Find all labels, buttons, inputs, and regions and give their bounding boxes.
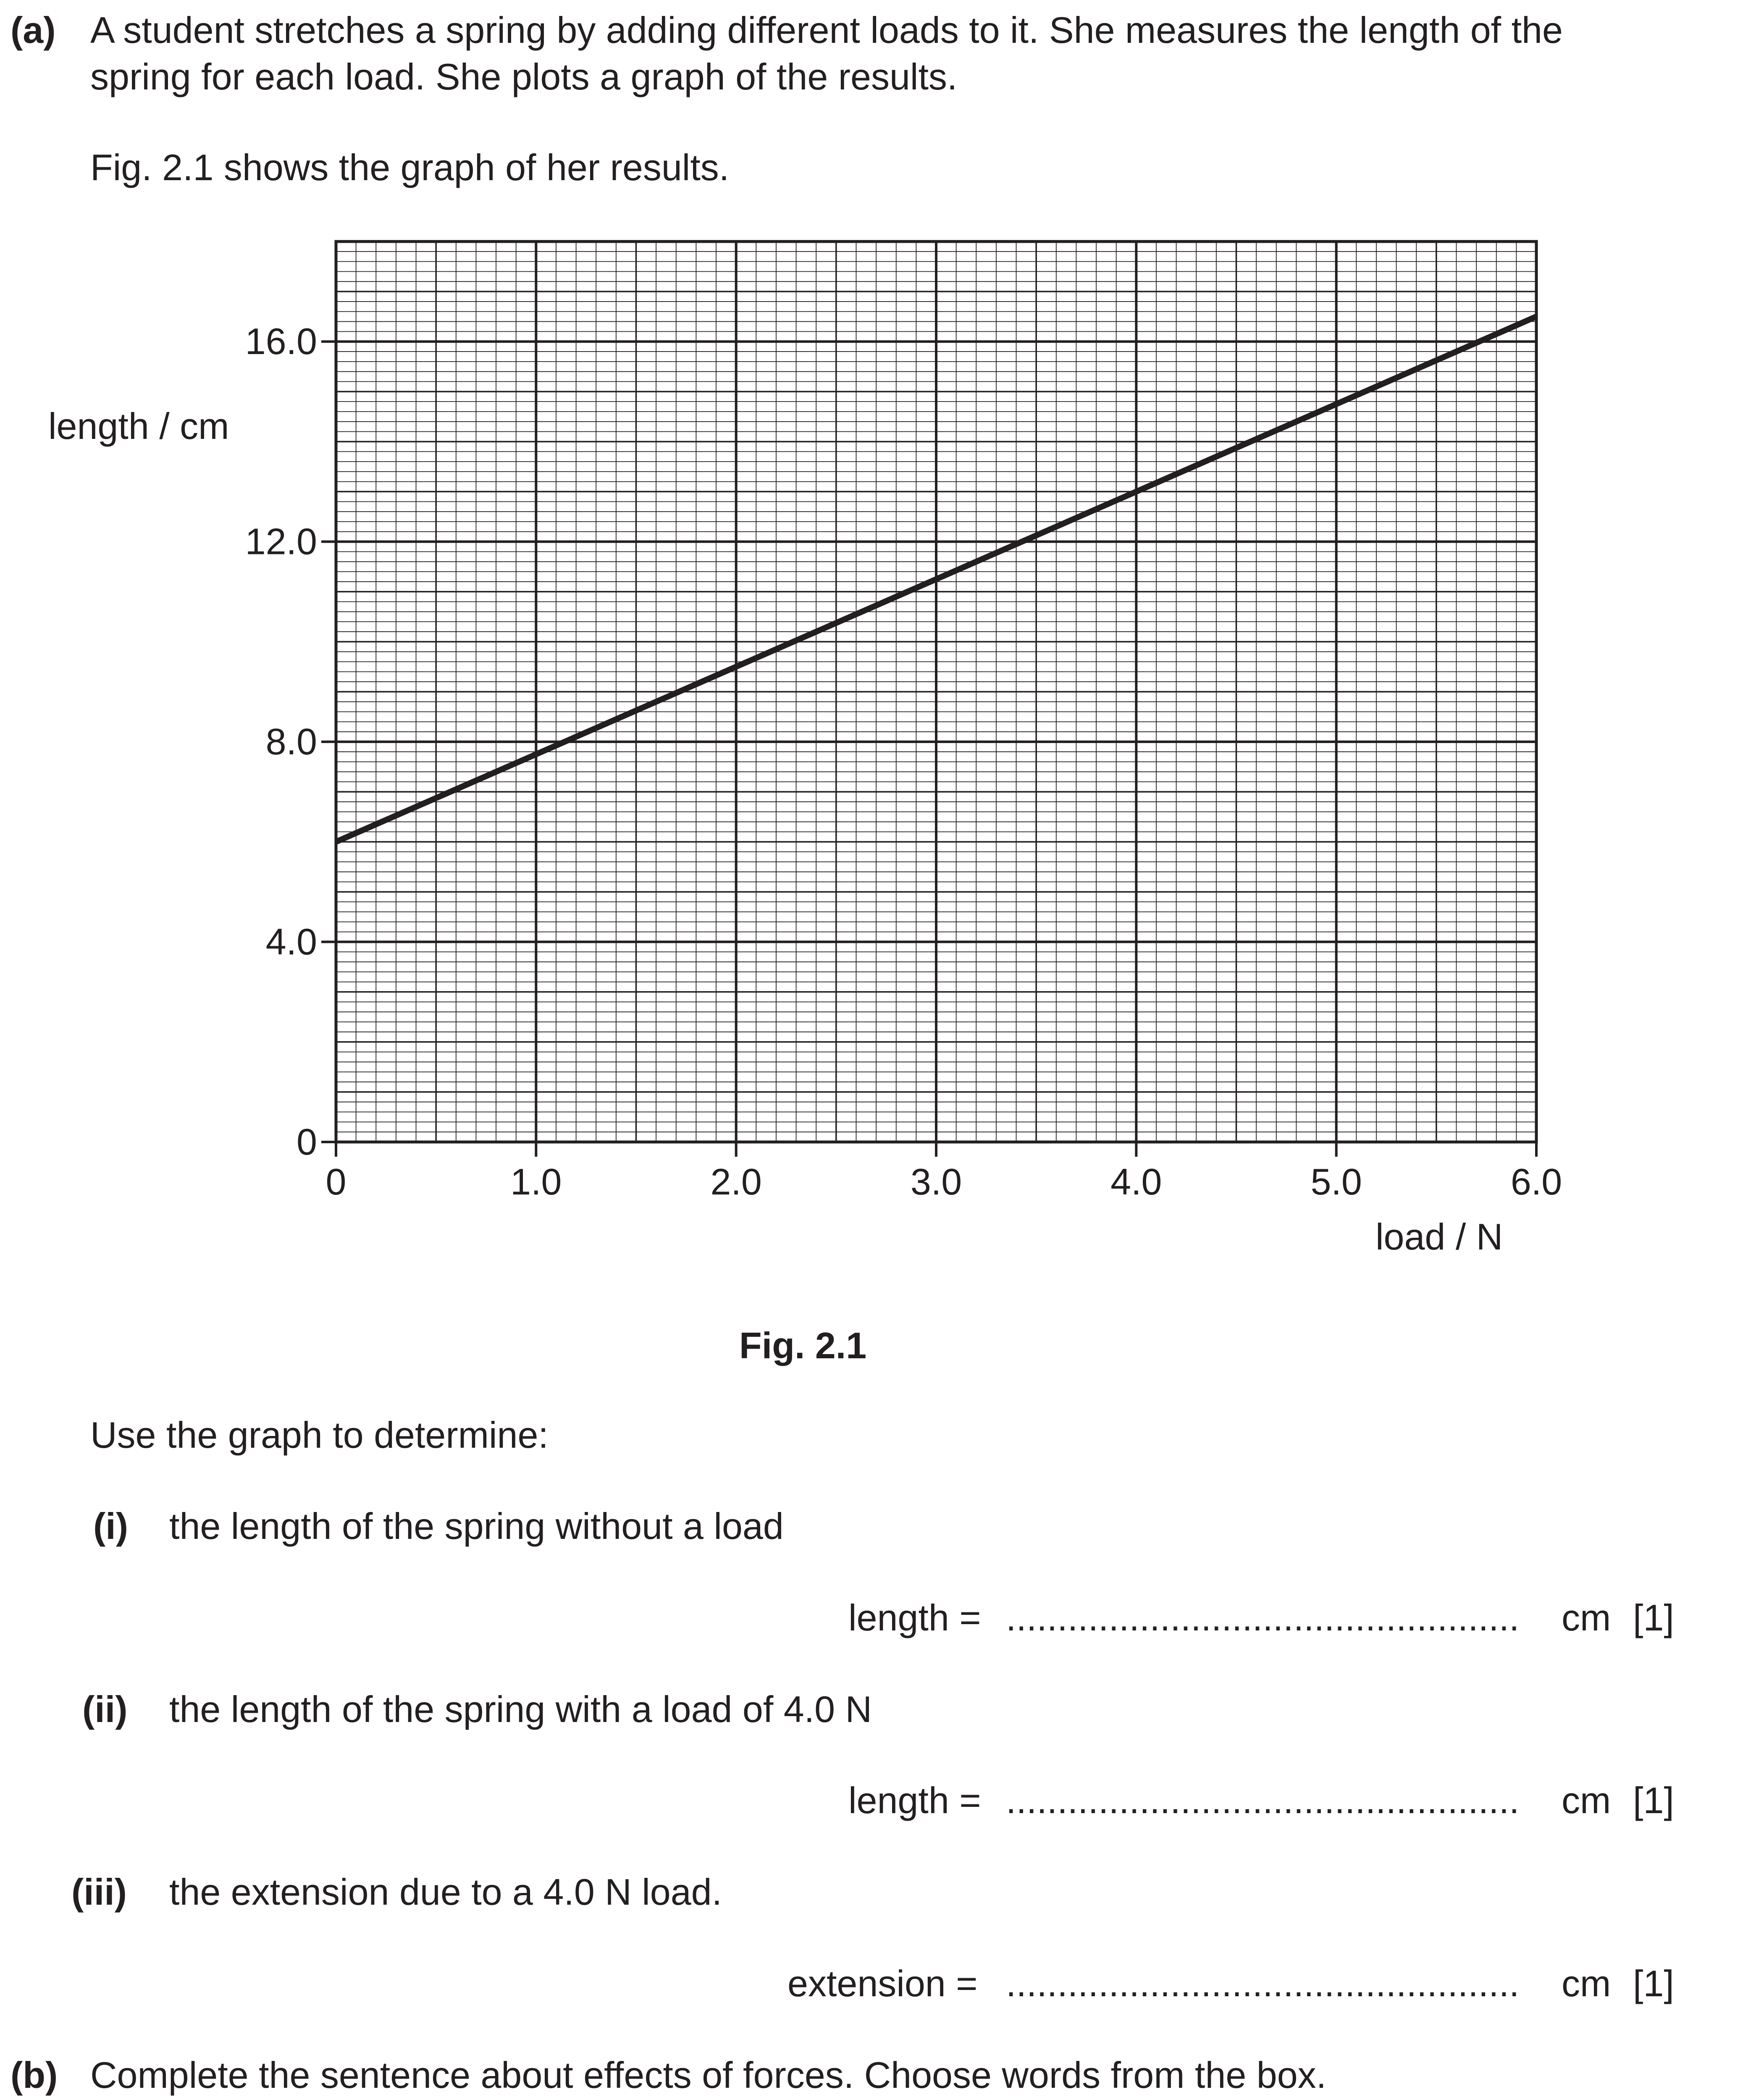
part-a-label: (a) [10,9,56,51]
intro-line-1: A student stretches a spring by adding different loads to it. She measures the length of the [90,9,1563,51]
x-tick-label: 3.0 [910,1161,962,1202]
item-ii-answer-label: length = [848,1780,981,1821]
x-tick-label: 1.0 [510,1161,562,1202]
item-ii-text: the length of the spring with a load of 4.0 N [169,1688,872,1730]
item-ii-unit: cm [1562,1780,1611,1821]
y-tick-label: 16.0 [245,320,317,362]
item-iii-answer-blank[interactable]: .................................................. [1006,1963,1520,2004]
x-tick-label: 0 [326,1161,346,1202]
item-i-answer-blank[interactable]: .................................................. [1006,1597,1520,1638]
y-axis-label: length / cm [48,405,229,447]
graph-grid [336,242,1536,1142]
part-b-instruction: Complete the sentence about effects of forces. Choose words from the box. [90,2054,1327,2096]
y-tick-label: 0 [297,1121,317,1163]
item-ii-marks: [1] [1633,1780,1674,1821]
item-i-text: the length of the spring without a load [169,1505,784,1547]
y-tick-label: 8.0 [265,721,317,763]
fig-reference: Fig. 2.1 shows the graph of her results. [90,147,730,188]
figure-caption: Fig. 2.1 [739,1325,867,1366]
item-iii-answer-label: extension = [788,1963,978,2004]
x-tick-label: 4.0 [1110,1161,1162,1202]
y-tick-label: 4.0 [265,921,317,963]
item-iii-unit: cm [1562,1963,1611,2004]
y-tick-label: 12.0 [245,520,317,562]
graph-labels [48,320,1562,1257]
item-ii-label: (ii) [82,1688,128,1730]
item-ii-answer-blank[interactable]: .................................................. [1006,1780,1520,1821]
use-graph-instruction: Use the graph to determine: [90,1414,549,1456]
x-tick-label: 6.0 [1510,1161,1562,1202]
item-i-label: (i) [93,1505,129,1547]
item-i-unit: cm [1562,1597,1611,1638]
item-i-answer-label: length = [848,1597,981,1638]
x-tick-label: 2.0 [710,1161,762,1202]
item-i-marks: [1] [1633,1597,1674,1638]
x-axis-label: load / N [1376,1216,1503,1257]
intro-line-2: spring for each load. She plots a graph of the results. [90,56,958,97]
x-tick-label: 5.0 [1310,1161,1362,1202]
item-iii-label: (iii) [71,1871,127,1913]
graph-axes [321,242,1536,1157]
item-iii-text: the extension due to a 4.0 N load. [169,1871,722,1913]
part-b-label: (b) [10,2054,58,2096]
item-iii-marks: [1] [1633,1963,1674,2004]
